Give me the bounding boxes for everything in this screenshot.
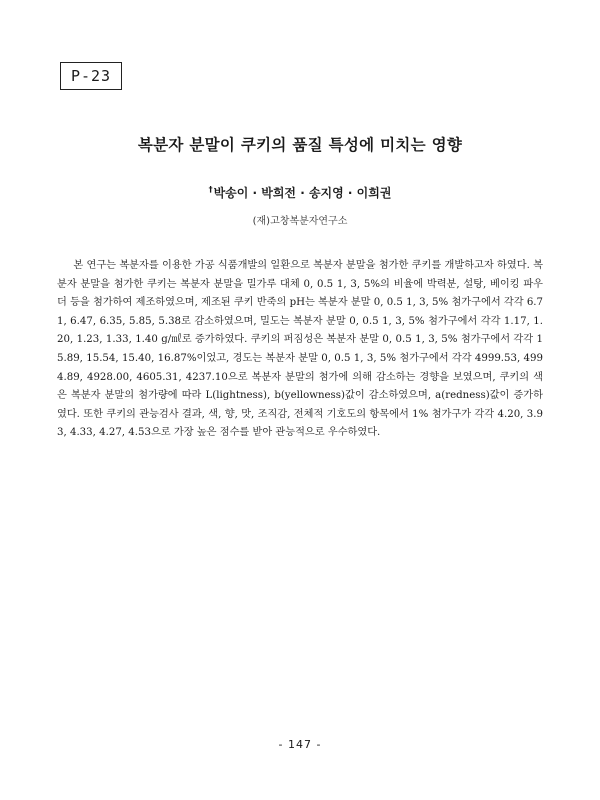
paper-title: 복분자 분말이 쿠키의 품질 특성에 미치는 영향 [137, 136, 463, 154]
abstract-body: 본 연구는 복분자를 이용한 가공 식품개발의 일환으로 복분자 분말을 첨가한 쿠키를 개발하고자 하였다. 복분자 분말을 첨가한 쿠키는 복분자 분말을 밀가루 대체 0, 0.5 1, 3, 5%의 비율에 박력분, 설탕, 베이킹 파우더 등을 첨가하여 제조하였으며, 제조된 쿠키 반죽의 pH는 복분자 분말 0, 0.5 1, 3, 5% 첨가구에서 각각 6.71, 6.47, 6.35, 5.85, 5.38로 감소하였으며, 밀도는 복분자 분말 0, 0.5 1, 3, 5% 첨가구에서 각각 1.17, 1.20, 1.23, 1.33, 1.40 g/㎖로 증가하였다. 쿠키의 퍼짐성은 복분자 분말 0, 0.5 1, 3, 5% 첨가구에서 각각 15.89, 15.54, 15.40, 16.87%이었고, 경도는 복분자 분말 0, 0.5 1, 3, 5% 첨가구에서 각각 4999.53, 4994.89, 4928.00, 4605.31, 4237.10으로 복분자 분말의 첨가에 의해 감소하는 경향을 보였으며, 쿠키의 색은 복분자 분말의 첨가량에 따라 L(lightness), b(yellowness)값이 감소하였으며, a(redness)값이 증가하였다. 또한 쿠키의 관능검사 결과, 색, 향, 맛, 조직감, 전체적 기호도의 항목에서 1% 첨가구가 각각 4.20, 3.93, 4.33, 4.27, 4.53으로 가장 높은 점수를 받아 관능적으로 우수하였다. [57, 260, 544, 439]
poster-number-badge: P-23 [60, 62, 122, 90]
author-list [0, 184, 600, 201]
author-names: 박송이 · 박희전 · 송지영 · 이희권 [213, 186, 392, 200]
affiliation: (재)고창복분자연구소 [252, 216, 348, 227]
corresponding-author-mark: † [208, 185, 213, 194]
page-number: - 147 - [278, 738, 322, 751]
